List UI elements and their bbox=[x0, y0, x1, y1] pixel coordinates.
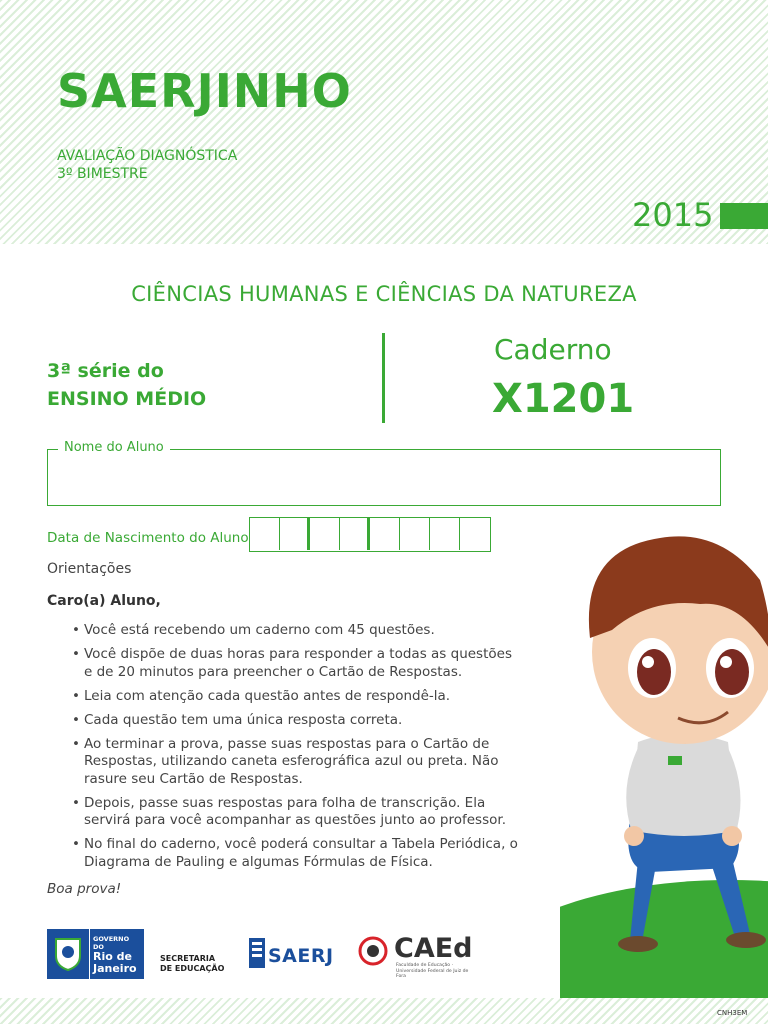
birth-date-year-digit[interactable] bbox=[400, 518, 430, 550]
birth-date-month-digit[interactable] bbox=[310, 518, 340, 550]
grade-label bbox=[47, 357, 206, 413]
caderno-code: X1201 bbox=[492, 376, 635, 422]
instruction-item: • Depois, passe suas respostas para folha de transcrição. Ela servirá para você acompanhar as questões junto ao professor. bbox=[72, 795, 522, 830]
subtitle-line-2: 3º BIMESTRE bbox=[57, 166, 148, 182]
grade-line-1: 3ª série do bbox=[47, 360, 164, 382]
student-mascot-illustration bbox=[560, 520, 768, 998]
mascot-hand-right bbox=[722, 826, 742, 846]
caed-subtitle: Faculdade de Educação · Universidade Federal de Juiz de Fora bbox=[396, 963, 469, 979]
grade-line-2: ENSINO MÉDIO bbox=[47, 388, 207, 410]
birth-date-day-digit[interactable] bbox=[250, 518, 280, 550]
secretaria-label bbox=[160, 954, 224, 974]
gov-line-2: Rio de bbox=[93, 950, 132, 963]
birth-date-label: Data de Nascimento do Aluno bbox=[47, 530, 249, 546]
mascot-eye-highlight-left bbox=[642, 656, 654, 668]
year-label: 2015 bbox=[632, 196, 714, 234]
instruction-item: • Ao terminar a prova, passe suas respostas para o Cartão de Respostas, utilizando caneta esferográfica azul ou preta. Não rasure seu Cartão de Respostas. bbox=[72, 736, 522, 789]
instruction-item: • No final do caderno, você poderá consultar a Tabela Periódica, o Diagrama de Pauling e algumas Fórmulas de Física. bbox=[72, 836, 522, 871]
footer-band bbox=[0, 998, 768, 1024]
footer-code: CNH3EM bbox=[717, 1009, 748, 1017]
secretaria-line-2: DE EDUCAÇÃO bbox=[160, 964, 225, 973]
government-rio-text bbox=[89, 929, 144, 979]
caed-logo-text: CAEd bbox=[394, 933, 473, 964]
instructions-list bbox=[72, 622, 522, 878]
closing-text: Boa prova! bbox=[47, 881, 122, 897]
birth-date-field[interactable] bbox=[249, 517, 491, 552]
birth-date-year-digit[interactable] bbox=[460, 518, 490, 550]
mascot-flag-badge bbox=[668, 756, 682, 765]
mascot-hand-left bbox=[624, 826, 644, 846]
caed-logo-icon bbox=[358, 936, 388, 966]
instructions-heading: Orientações bbox=[47, 561, 132, 577]
brand-title: SAERJINHO bbox=[57, 64, 352, 118]
mascot-iris-right bbox=[715, 649, 749, 695]
birth-date-year-digit[interactable] bbox=[430, 518, 460, 550]
caderno-label: Caderno bbox=[494, 333, 612, 366]
birth-date-year-digit[interactable] bbox=[370, 518, 400, 550]
instructions-greeting: Caro(a) Aluno, bbox=[47, 593, 161, 609]
instruction-item: • Leia com atenção cada questão antes de respondê-la. bbox=[72, 688, 522, 706]
mascot-shoe-left bbox=[618, 936, 658, 952]
coat-of-arms-icon bbox=[47, 929, 89, 979]
gov-line-1: GOVERNO DO bbox=[93, 935, 130, 951]
mascot-eye-highlight-right bbox=[720, 656, 732, 668]
student-name-field[interactable] bbox=[47, 449, 721, 506]
subtitle-line-1: AVALIAÇÃO DIAGNÓSTICA bbox=[57, 148, 238, 164]
area-title: CIÊNCIAS HUMANAS E CIÊNCIAS DA NATUREZA bbox=[131, 282, 637, 306]
gov-line-3: Janeiro bbox=[93, 962, 137, 975]
saerj-logo-icon bbox=[247, 936, 267, 970]
mascot-shirt bbox=[630, 734, 738, 836]
assessment-subtitle bbox=[57, 147, 237, 183]
saerj-logo-text: SAERJ bbox=[268, 945, 334, 967]
government-rio-logo bbox=[47, 929, 144, 979]
mascot-shoe-right bbox=[726, 932, 766, 948]
instruction-item: • Você dispõe de duas horas para responder a todas as questões e de 20 minutos para preencher o Cartão de Respostas. bbox=[72, 646, 522, 681]
instruction-item: • Cada questão tem uma única resposta correta. bbox=[72, 712, 522, 730]
year-accent-bar bbox=[720, 203, 768, 229]
mascot-iris-left bbox=[637, 649, 671, 695]
vertical-divider bbox=[382, 333, 385, 423]
birth-date-month-digit[interactable] bbox=[340, 518, 370, 550]
secretaria-line-1: SECRETARIA bbox=[160, 954, 216, 963]
birth-date-day-digit[interactable] bbox=[280, 518, 310, 550]
instruction-item: • Você está recebendo um caderno com 45 questões. bbox=[72, 622, 522, 640]
student-name-label: Nome do Aluno bbox=[58, 440, 170, 455]
